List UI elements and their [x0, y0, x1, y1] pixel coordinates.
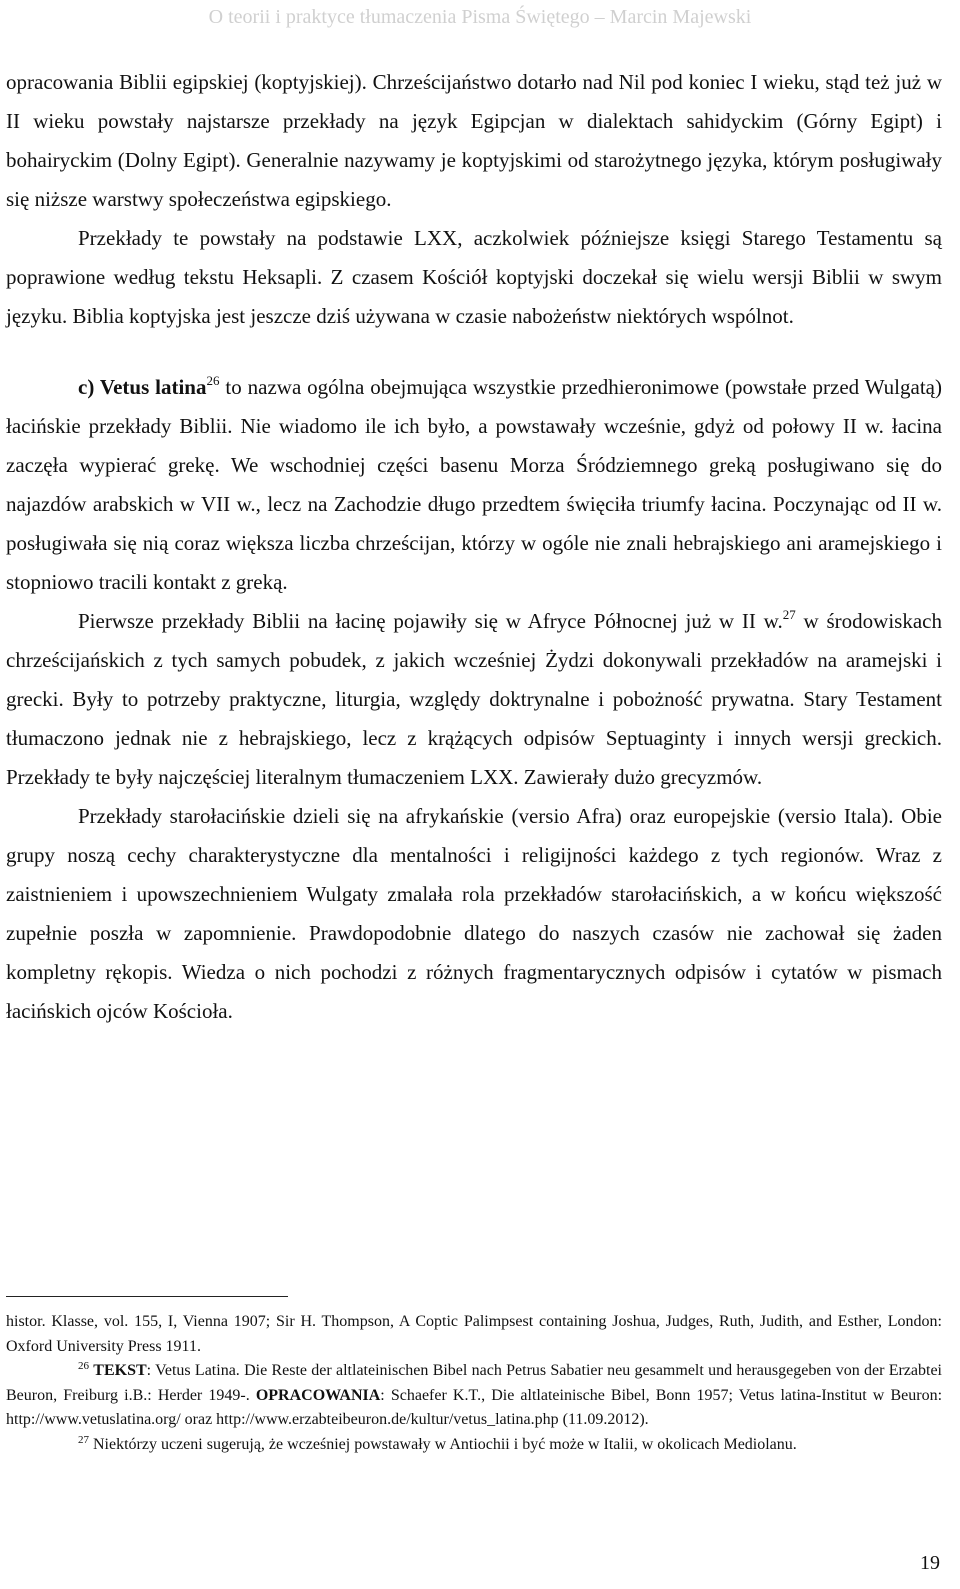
paragraph-old-latin-groups: Przekłady starołacińskie dzieli się na afrykańskie (versio Afra) oraz europejskie (versio Itala). Obie grupy noszą cechy charakterystyczne dla mentalności i religijności każdego z tych regionów. Wraz z zaistnieniem i upowszechnieniem Wulgaty zmalała rola przekładów starołacińskich, a w końcu większość zupełnie poszła w zapomnienie. Prawdopodobnie dlatego do naszych czasów nie zachował się żaden kompletny rękopis. Wiedza o nich pochodzi z różnych fragmentarycznych odpisów i cytatów w pismach łacińskich ojców Kościoła.	[6, 804, 942, 1023]
running-header: O teorii i praktyce tłumaczenia Pisma Świętego – Marcin Majewski	[208, 6, 752, 28]
paragraph-vetus-latina	[6, 368, 942, 602]
footnote-26	[6, 1359, 942, 1433]
footnote-text: Niektórzy uczeni sugerują, że wcześniej powstawały w Antiochii i być może w Italii, w okolicach Mediolanu.	[89, 1435, 797, 1453]
section-heading-vetus-latina: c) Vetus latina	[78, 375, 207, 399]
footnote-text: : Vetus Latina. Die Reste der altlateinischen Bibel nach Petrus Sabatier neu gesammelt und herausgegeben von der Erzabtei Beuron, Freiburg i.B.: Herder 1949-.	[6, 1362, 943, 1404]
main-text	[6, 63, 942, 1031]
paragraph-gap	[6, 336, 942, 368]
paragraph-coptic-lxx: Przekłady te powstały na podstawie LXX, aczkolwiek późniejsze księgi Starego Testamentu są poprawione według tekstu Heksapli. Z czasem Kościół koptyjski doczekał się wielu wersji Biblii w swym języku. Biblia koptyjska jest jeszcze dziś używana w czasie nabożeństw niektórych wspólnot.	[6, 226, 942, 328]
footnote-continuation: histor. Klasse, vol. 155, I, Vienna 1907; Sir H. Thompson, A Coptic Palimpsest containing Joshua, Judges, Ruth, Judith, and Esther, London: Oxford University Press 1911.	[6, 1313, 942, 1355]
footnote-label-tekst: TEKST	[93, 1362, 147, 1379]
footnote-separator	[6, 1296, 288, 1297]
footnotes	[6, 1310, 942, 1457]
paragraph-text: to nazwa ogólna obejmująca wszystkie przedhieronimowe (powstałe przed Wulgatą) łacińskie przekłady Biblii. Nie wiadomo ile ich było, a powstawały wcześnie, gdyż od połowy II w. łacina zaczęła wypierać grekę. We wschodniej części basenu Morza Śródziemnego greką posługiwano się do najazdów arabskich w VII w., lecz na Zachodzie długo przedtem święciła triumfy łacina. Poczynając od II w. posługiwała się nią coraz większa liczba chrześcijan, którzy w ogóle nie znali hebrajskiego ani aramejskiego i stopniowo tracili kontakt z greką.	[6, 375, 942, 594]
footnote-number: 26	[78, 1360, 89, 1372]
page-number: 19	[920, 1552, 940, 1574]
footnote-ref-26[interactable]: 26	[206, 373, 220, 388]
footnote-label-opracowania: OPRACOWANIA	[255, 1386, 381, 1404]
footnote-text: : Schaefer K.T., Die altlateinische Bibel, Bonn 1957; Vetus latina-Institut w Beuron: http://www.vetuslatina.org/ oraz http://www.erzabteibeuron.de/kultur/vetus_latina.php (11.09.2012).	[6, 1386, 943, 1428]
paragraph-text: w środowiskach chrześcijańskich z tych samych pobudek, z jakich wcześniej Żydzi dokonywali przekładów na aramejski i grecki. Były to potrzeby praktyczne, liturgia, względy doktrynalne i pobożność prywatna. Stary Testament tłumaczono jednak nie z hebrajskiego, lecz z krążących odpisów Septuaginty i innych wersji greckich. Przekłady te były najczęściej literalnym tłumaczeniem LXX. Zawierały dużo grecyzmów.	[6, 609, 942, 789]
paragraph-coptic-intro: opracowania Biblii egipskiej (koptyjskiej). Chrześcijaństwo dotarło nad Nil pod koniec I wieku, stąd też już w II wieku powstały najstarsze przekłady na język Egipcjan w dialektach sahidyckim (Górny Egipt) i bohairyckim (Dolny Egipt). Generalnie nazywamy je koptyjskimi od starożytnego języka, którym posługiwały się niższe warstwy społeczeństwa egipskiego.	[6, 70, 942, 211]
paragraph-first-latin-translations	[6, 602, 942, 797]
footnote-ref-27[interactable]: 27	[782, 607, 796, 622]
footnote-number: 27	[78, 1433, 89, 1446]
footnote-27	[6, 1433, 942, 1458]
paragraph-text: Pierwsze przekłady Biblii na łacinę pojawiły się w Afryce Północnej już w II w.	[78, 609, 783, 633]
